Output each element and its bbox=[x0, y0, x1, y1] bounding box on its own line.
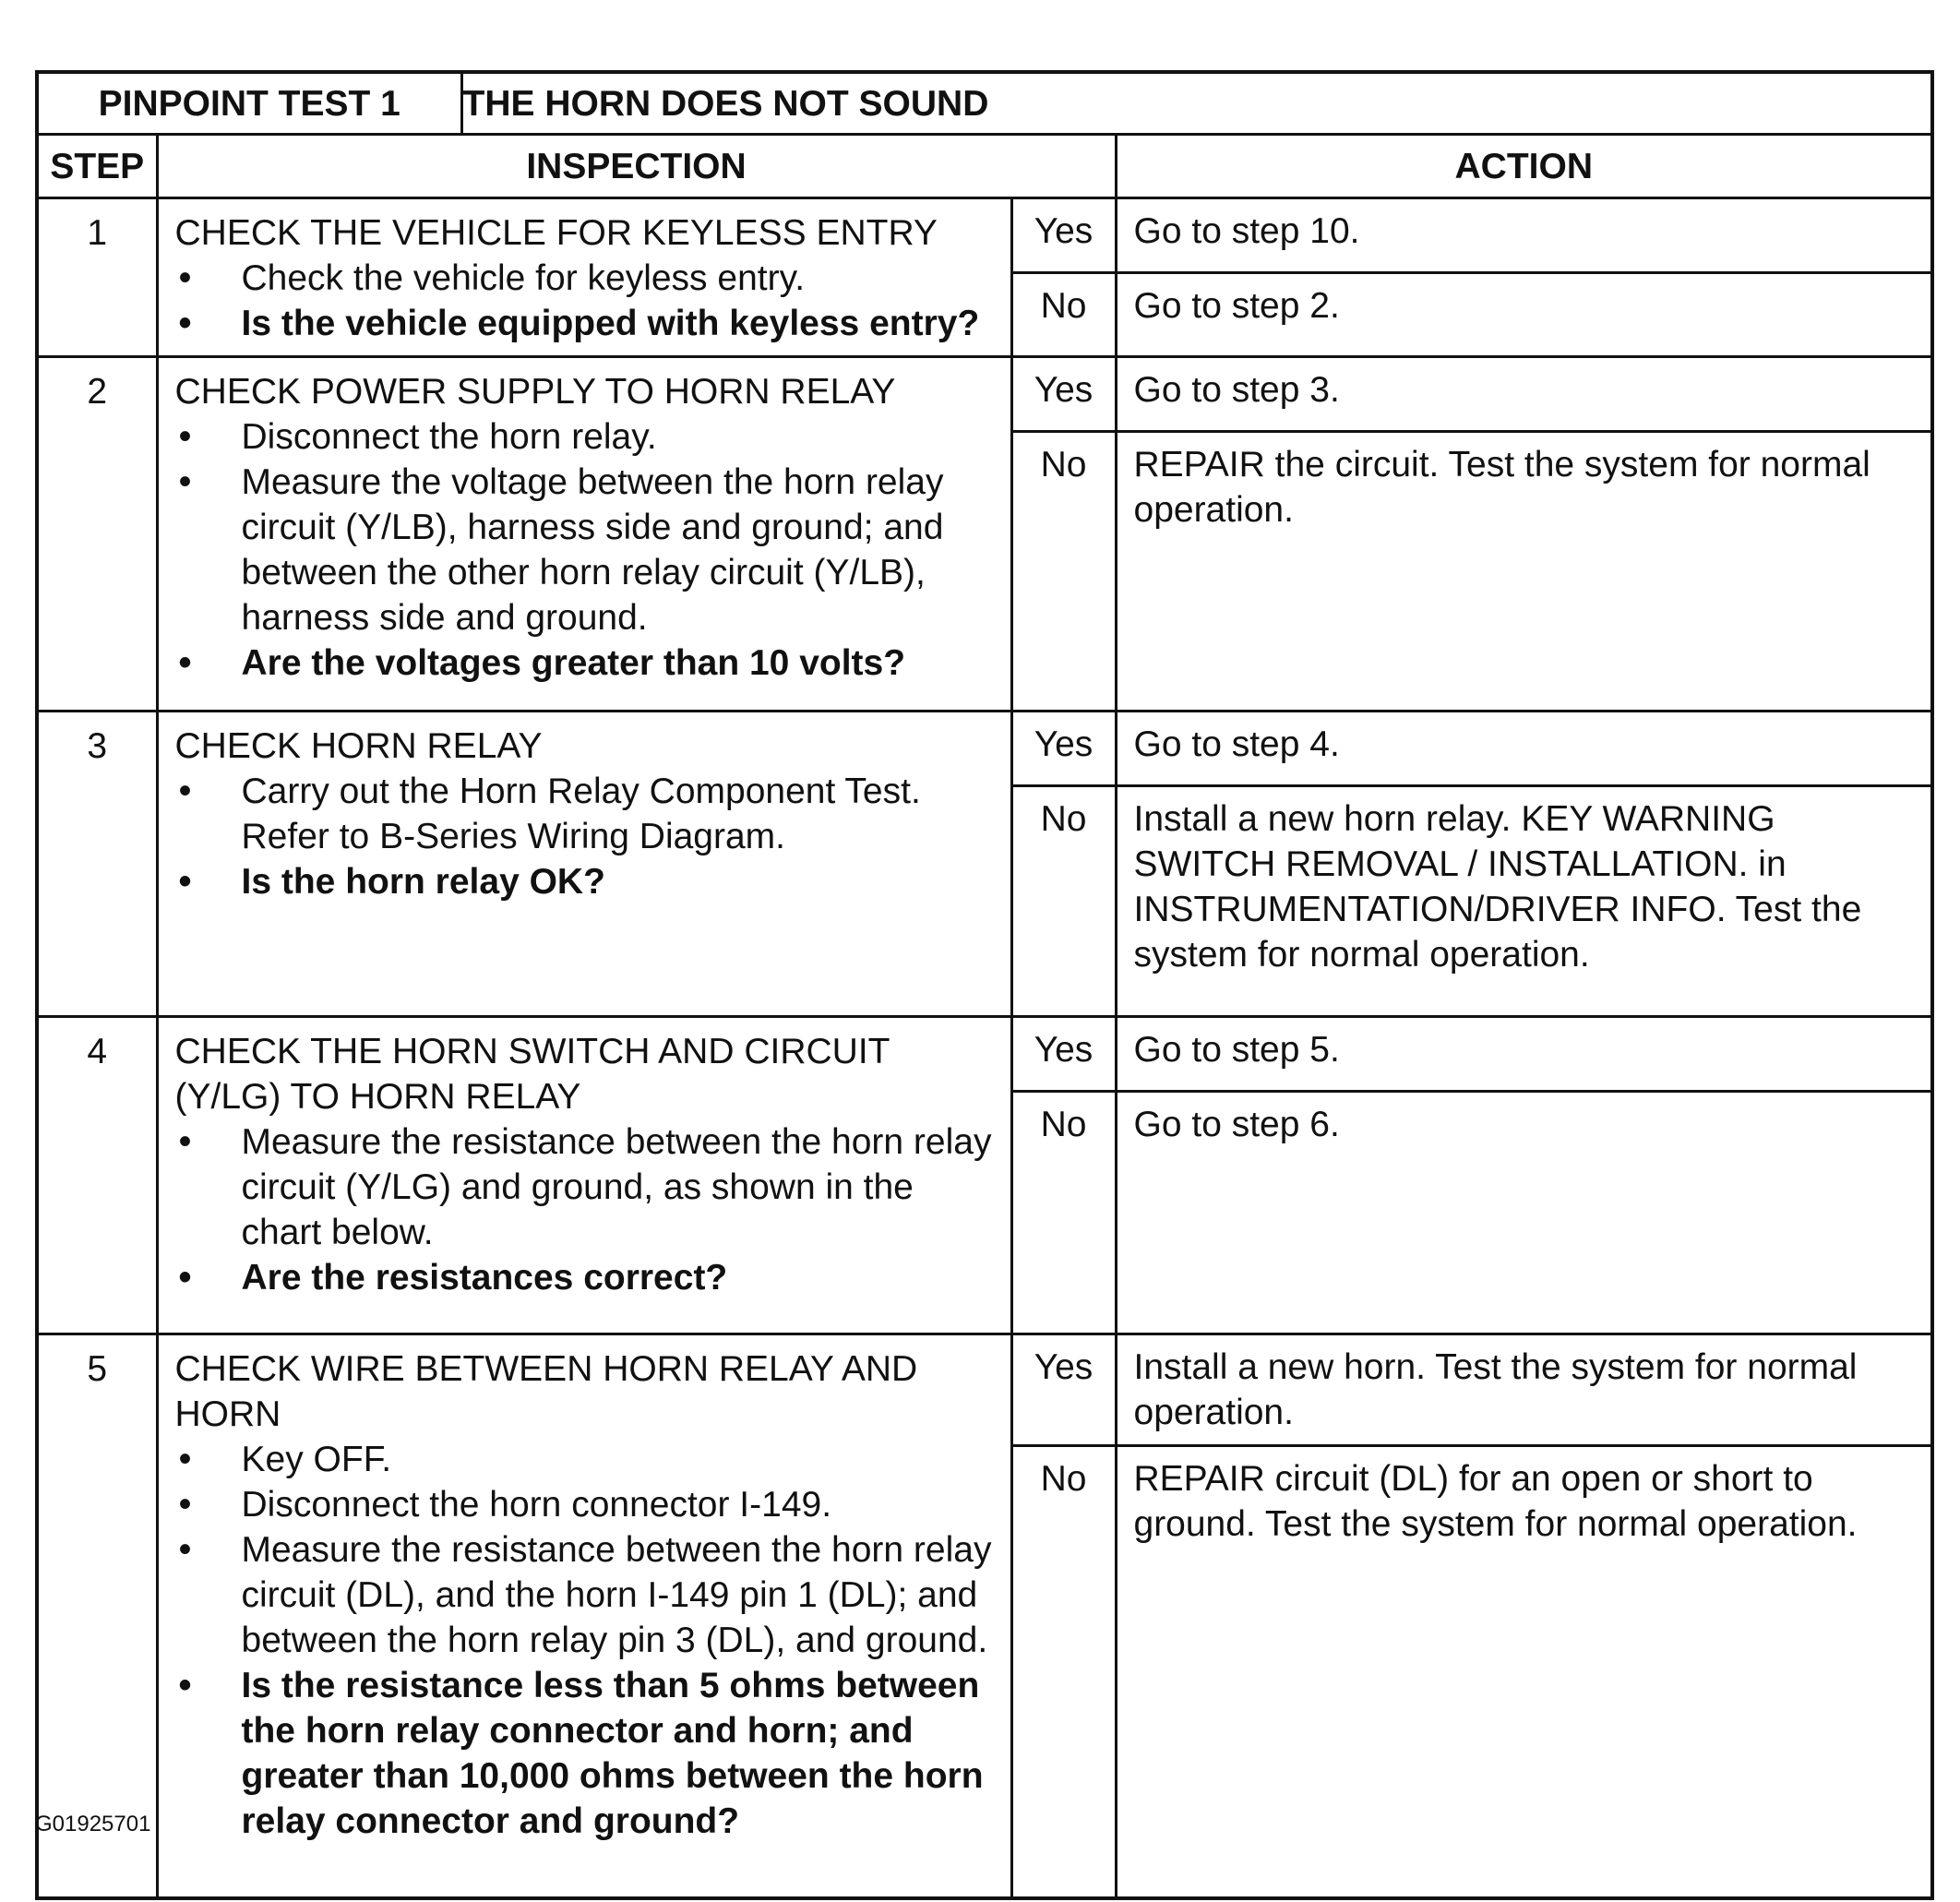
no-label: No bbox=[1011, 1446, 1116, 1899]
no-action: Go to step 2. bbox=[1116, 273, 1932, 357]
figure-id: G01925701 bbox=[35, 1812, 151, 1836]
inspection-title: CHECK WIRE BETWEEN HORN RELAY AND HORN bbox=[174, 1349, 918, 1434]
step-row bbox=[37, 1334, 1932, 1446]
steps-body bbox=[37, 198, 1932, 1899]
no-action: REPAIR the circuit. Test the system for normal operation. bbox=[1116, 432, 1932, 712]
inspection-bullets bbox=[175, 1437, 996, 1844]
header-step: STEP bbox=[37, 135, 157, 198]
inspection-bullet: • Carry out the Horn Relay Component Test. Refer to B-Series Wiring Diagram. bbox=[175, 769, 996, 859]
no-label: No bbox=[1011, 432, 1116, 712]
yes-action: Go to step 3. bbox=[1116, 357, 1932, 432]
inspection-title: CHECK THE HORN SWITCH AND CIRCUIT (Y/LG) TO HORN RELAY bbox=[174, 1032, 890, 1117]
inspection-bullets bbox=[175, 1119, 996, 1300]
inspection-bullets bbox=[175, 256, 996, 346]
inspection-question: • Are the voltages greater than 10 volts? bbox=[175, 640, 996, 686]
inspection-question: • Is the resistance less than 5 ohms between the horn relay connector and horn; and greater than 10,000 ohms between the horn relay connector and ground? bbox=[175, 1663, 996, 1844]
inspection-bullet: • Measure the resistance between the horn relay circuit (DL), and the horn I-149 pin 1 (DL); and between the horn relay pin 3 (DL), and ground. bbox=[175, 1527, 996, 1663]
no-label: No bbox=[1011, 786, 1116, 1017]
inspection-cell bbox=[157, 357, 1011, 712]
inspection-bullet: • Check the vehicle for keyless entry. bbox=[175, 256, 996, 301]
inspection-cell bbox=[157, 1334, 1011, 1899]
inspection-bullet: • Key OFF. bbox=[175, 1437, 996, 1482]
step-row bbox=[37, 712, 1932, 786]
inspection-title: CHECK THE VEHICLE FOR KEYLESS ENTRY bbox=[174, 213, 938, 253]
test-title: THE HORN DOES NOT SOUND bbox=[461, 72, 1932, 135]
inspection-bullet: • Measure the resistance between the horn relay circuit (Y/LG) and ground, as shown in the chart below. bbox=[175, 1119, 996, 1255]
inspection-cell bbox=[157, 1017, 1011, 1334]
inspection-cell bbox=[157, 712, 1011, 1017]
step-number: 5 bbox=[37, 1334, 157, 1899]
inspection-bullet: • Disconnect the horn connector I-149. bbox=[175, 1482, 996, 1527]
inspection-bullets bbox=[175, 414, 996, 686]
yes-label: Yes bbox=[1011, 357, 1116, 432]
step-row bbox=[37, 198, 1932, 273]
no-label: No bbox=[1011, 273, 1116, 357]
header-row bbox=[37, 135, 1932, 198]
step-number: 4 bbox=[37, 1017, 157, 1334]
header-action: ACTION bbox=[1116, 135, 1932, 198]
yes-label: Yes bbox=[1011, 198, 1116, 273]
step-row bbox=[37, 1017, 1932, 1092]
inspection-question: • Is the vehicle equipped with keyless entry? bbox=[175, 301, 996, 346]
inspection-bullet: • Measure the voltage between the horn relay circuit (Y/LB), harness side and ground; and between the other horn relay circuit (Y/LB), harness side and ground. bbox=[175, 460, 996, 640]
yes-label: Yes bbox=[1011, 712, 1116, 786]
inspection-bullet: • Disconnect the horn relay. bbox=[175, 414, 996, 460]
inspection-bullets bbox=[175, 769, 996, 904]
yes-label: Yes bbox=[1011, 1017, 1116, 1092]
no-label: No bbox=[1011, 1092, 1116, 1334]
test-label: PINPOINT TEST 1 bbox=[37, 72, 461, 135]
inspection-question: • Is the horn relay OK? bbox=[175, 859, 996, 904]
yes-action: Go to step 5. bbox=[1116, 1017, 1932, 1092]
no-action: REPAIR circuit (DL) for an open or short to ground. Test the system for normal operation. bbox=[1116, 1446, 1932, 1899]
step-number: 3 bbox=[37, 712, 157, 1017]
inspection-cell bbox=[157, 198, 1011, 357]
yes-label: Yes bbox=[1011, 1334, 1116, 1446]
step-row bbox=[37, 357, 1932, 432]
step-number: 1 bbox=[37, 198, 157, 357]
header-inspection: INSPECTION bbox=[157, 135, 1116, 198]
no-action: Go to step 6. bbox=[1116, 1092, 1932, 1334]
pinpoint-test-table bbox=[35, 70, 1934, 1900]
inspection-question: • Are the resistances correct? bbox=[175, 1255, 996, 1300]
inspection-title: CHECK HORN RELAY bbox=[174, 726, 543, 766]
yes-action: Install a new horn. Test the system for normal operation. bbox=[1116, 1334, 1932, 1446]
inspection-title: CHECK POWER SUPPLY TO HORN RELAY bbox=[174, 372, 896, 412]
title-row bbox=[37, 72, 1932, 135]
step-number: 2 bbox=[37, 357, 157, 712]
yes-action: Go to step 4. bbox=[1116, 712, 1932, 786]
no-action: Install a new horn relay. KEY WARNING SWITCH REMOVAL / INSTALLATION. in INSTRUMENTATION/DRIVER INFO. Test the system for normal operation. bbox=[1116, 786, 1932, 1017]
yes-action: Go to step 10. bbox=[1116, 198, 1932, 273]
